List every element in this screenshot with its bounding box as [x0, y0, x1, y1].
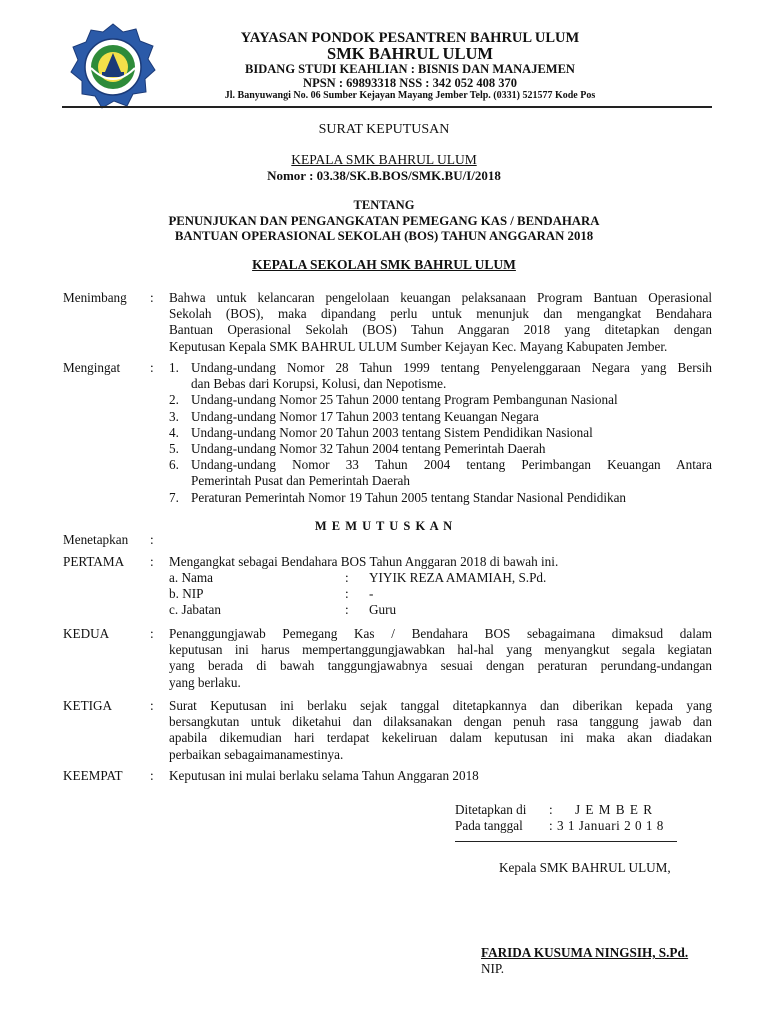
list-line: Undang-undang Nomor 17 Tahun 2003 tentang Keuangan Negara [191, 408, 539, 424]
list-number: 7. [169, 489, 179, 505]
menimbang-line: Bahwa untuk kelancaran pengelolaan keuangan pelaksanaan Program Bantuan Operasional [169, 290, 712, 305]
about-label: TENTANG [353, 198, 415, 212]
place-label: Ditetapkan di [455, 802, 527, 817]
kedua-label: KEDUA [63, 626, 110, 641]
field-key: c. Jabatan [169, 602, 221, 617]
memutuskan-heading: M E M U T U S K A N [314, 519, 454, 533]
pertama-text: Mengangkat sebagai Bendahara BOS Tahun Anggaran 2018 di bawah ini. [169, 554, 559, 569]
menimbang-line: Keputusan Kepala SMK BAHRUL ULUM Sumber Kejayan Kec. Mayang Kabupaten Jember. [169, 338, 668, 354]
list-number: 2. [169, 392, 179, 408]
field-colon: : [345, 586, 349, 601]
subject-line-1: PENUNJUKAN DAN PENGANGKATAN PEMEGANG KAS / BENDAHARA [168, 214, 600, 228]
list-line: Peraturan Pemerintah Nomor 19 Tahun 2005 tentang Standar Nasional Pendidikan [191, 489, 627, 505]
menimbang-colon: : [150, 290, 154, 305]
field-value-name: YIYIK REZA AMAMIAH, S.Pd. [369, 570, 547, 585]
place-value: J E M B E R [575, 802, 654, 817]
date-value: : 3 1 Januari 2 0 1 8 [549, 818, 664, 833]
list-item [169, 441, 712, 457]
list-number: 6. [169, 457, 179, 473]
signer-name: FARIDA KUSUMA NINGSIH, S.Pd. [481, 945, 689, 960]
menetapkan-colon: : [150, 532, 154, 547]
signer-nip: NIP. [481, 961, 505, 976]
decider-text: KEPALA SEKOLAH SMK BAHRUL ULUM [252, 257, 516, 272]
keempat-text: Keputusan ini mulai berlaku selama Tahun Anggaran 2018 [169, 768, 479, 783]
list-number: 3. [169, 408, 179, 424]
menimbang-line: Bantuan Operasional Sekolah (BOS) Tahun Anggaran 2018 yang ditetapkan dengan [169, 322, 712, 338]
list-line: Undang-undang Nomor 32 Tahun 2004 tentang Pemerintah Daerah [191, 441, 546, 457]
list-text [191, 457, 712, 489]
kedua-line: Penanggungjawab Pemegang Kas / Bendahara BOS sebagaimana dimaksud dalam [169, 626, 712, 641]
kedua-line: keputusan ini harus mempertanggungjawabkan hal-hal yang menyangkut segala kegiatan [169, 642, 712, 658]
ketiga-text [169, 698, 712, 763]
list-item [169, 409, 712, 425]
list-item [169, 425, 712, 441]
decider-title [0, 257, 768, 273]
mengingat-list [169, 360, 712, 506]
list-item [169, 457, 712, 489]
pertama-label: PERTAMA [63, 554, 125, 569]
list-line: Undang-undang Nomor 33 Tahun 2004 tentang Perimbangan Keuangan Antara [191, 457, 712, 473]
mengingat-colon: : [150, 360, 154, 375]
list-line: Pemerintah Pusat dan Pemerintah Daerah [191, 473, 410, 489]
place-colon: : [549, 802, 553, 817]
list-item [169, 392, 712, 408]
list-line: dan Bebas dari Korupsi, Kolusi, dan Nepotisme. [191, 376, 447, 392]
menimbang-text [169, 290, 712, 355]
issuer-text: KEPALA SMK BAHRUL ULUM [291, 152, 477, 167]
signer-position: Kepala SMK BAHRUL ULUM, [499, 860, 671, 875]
kedua-line: yang berlaku. [169, 674, 241, 690]
subject-line-2: BANTUAN OPERASIONAL SEKOLAH (BOS) TAHUN ANGGARAN 2018 [174, 229, 594, 243]
study-field: BIDANG STUDI KEAHLIAN : BISNIS DAN MANAJEMEN [245, 62, 575, 76]
menimbang-label: Menimbang [63, 290, 127, 305]
list-line: Undang-undang Nomor 25 Tahun 2000 tentang Program Pembangunan Nasional [191, 392, 618, 408]
list-item [169, 490, 712, 506]
issuer-title [0, 152, 768, 168]
field-value-position: Guru [369, 602, 397, 617]
list-item [169, 360, 712, 392]
list-number: 1. [169, 360, 179, 375]
date-label: Pada tanggal [455, 818, 523, 833]
list-text [191, 360, 712, 392]
field-value-nip: - [369, 586, 374, 601]
signature-date-rule [455, 841, 677, 842]
npsn-nss: NPSN : 69893318 NSS : 342 052 408 370 [303, 76, 517, 90]
ketiga-line: apabila dikemudian hari terdapat kekeliruan dalam keputusan ini maka akan diadakan [169, 730, 712, 746]
menimbang-line: Sekolah (BOS), maka dipandang perlu untuk menunjuk dan mengangkat Bendahara [169, 306, 712, 322]
menetapkan-label: Menetapkan [63, 532, 129, 547]
list-number: 4. [169, 424, 179, 440]
school-address: Jl. Banyuwangi No. 06 Sumber Kejayan Mayang Jember Telp. (0331) 521577 Kode Pos [224, 90, 596, 101]
pertama-colon: : [150, 554, 154, 569]
header-rule [62, 106, 712, 108]
kedua-text [169, 626, 712, 691]
keempat-colon: : [150, 768, 154, 783]
keempat-label: KEEMPAT [63, 768, 123, 783]
school-logo [66, 22, 160, 112]
list-line: Undang-undang Nomor 20 Tahun 2003 tentang Sistem Pendidikan Nasional [191, 424, 593, 440]
list-line: Undang-undang Nomor 28 Tahun 1999 tentang Penyelenggaraan Negara yang Bersih [191, 360, 712, 375]
kedua-colon: : [150, 626, 154, 641]
ketiga-colon: : [150, 698, 154, 713]
ketiga-line: perbaikan sebagaimanamestinya. [169, 746, 344, 762]
field-key: b. NIP [169, 586, 204, 601]
decree-number: Nomor : 03.38/SK.B.BOS/SMK.BU/I/2018 [267, 168, 501, 183]
ketiga-line: bersangkutan untuk diketahui dan dilaksanakan dengan penuh rasa tanggung jawab dan [169, 714, 712, 730]
field-colon: : [345, 602, 349, 617]
doc-type: SURAT KEPUTUSAN [318, 122, 450, 137]
ketiga-label: KETIGA [63, 698, 113, 713]
field-colon: : [345, 570, 349, 585]
list-number: 5. [169, 441, 179, 457]
mengingat-label: Mengingat [63, 360, 121, 375]
kedua-line: yang berada di bawah tanggungjawabnya sesuai dengan peraturan perundang-undangan [169, 658, 712, 674]
field-key: a. Nama [169, 570, 213, 585]
ketiga-line: Surat Keputusan ini berlaku sejak tanggal ditetapkannya dan diberikan kepada yang [169, 698, 712, 713]
school-name: SMK BAHRUL ULUM [327, 44, 493, 63]
foundation-name: YAYASAN PONDOK PESANTREN BAHRUL ULUM [240, 30, 580, 46]
